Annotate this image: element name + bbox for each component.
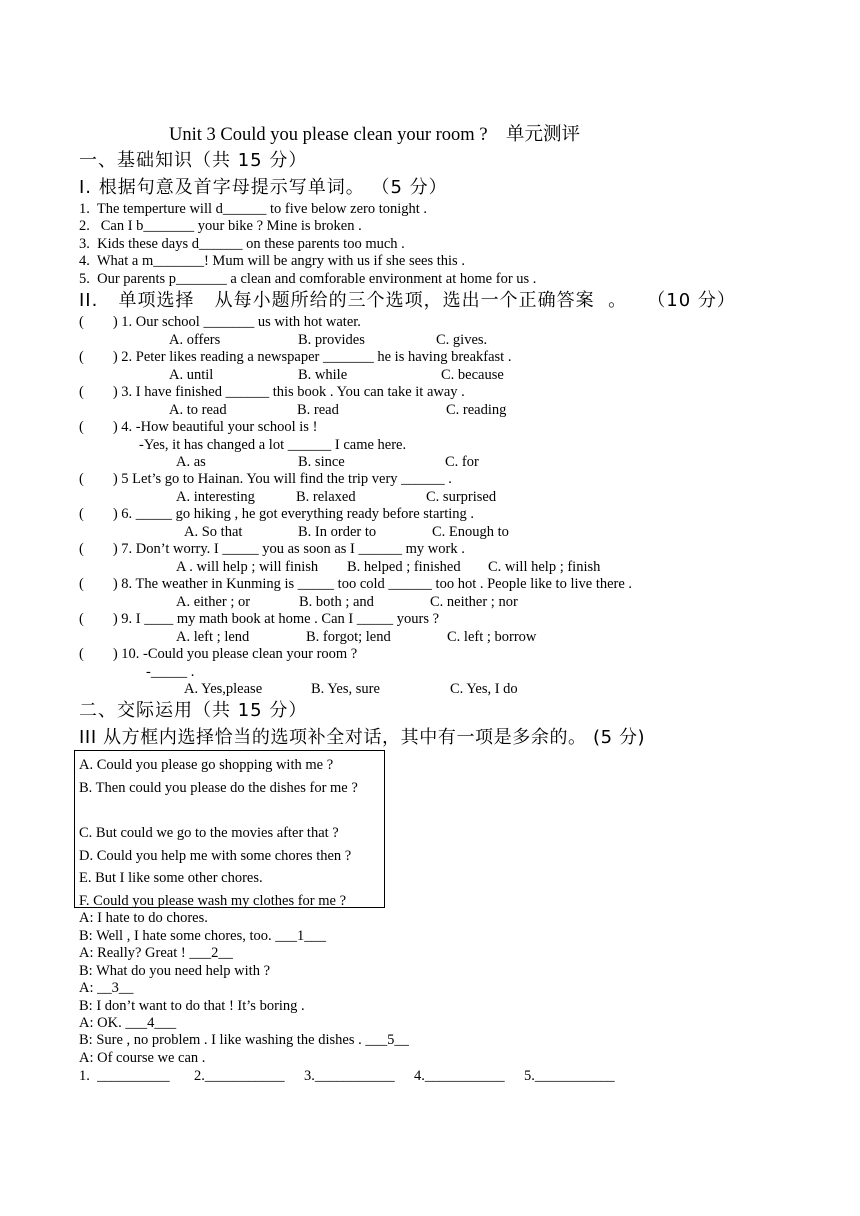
option-a: A. either ; or	[176, 594, 251, 610]
question-stem: ( ) 4. -How beautiful your school is !	[79, 419, 318, 435]
option-c: C. Yes, I do	[450, 681, 518, 697]
option-b: B. forgot; lend	[306, 629, 391, 645]
option-b: B. while	[298, 367, 348, 383]
box-option: F. Could you please wash my clothes for me ?	[79, 893, 347, 909]
option-c: C. will help ; finish	[488, 559, 601, 575]
question-stem: ( ) 7. Don’t worry. I _____ you as soon as I ______ my work .	[79, 541, 465, 557]
question-stem-reply: -_____ .	[146, 664, 195, 680]
option-b: B. read	[297, 402, 339, 418]
option-b: B. since	[298, 454, 345, 470]
dialogue-line: B: I don’t want to do that ! It’s boring .	[79, 998, 305, 1014]
option-c: C. neither ; nor	[430, 594, 518, 610]
question-stem: ( ) 10. -Could you please clean your room ?	[79, 646, 358, 662]
option-b: B. helped ; finished	[347, 559, 461, 575]
option-a: A. left ; lend	[176, 629, 250, 645]
answer-blank-3[interactable]: 3.___________	[304, 1068, 395, 1084]
options-box	[74, 750, 385, 908]
question-stem: ( ) 2. Peter likes reading a newspaper _______ he is having breakfast .	[79, 349, 512, 365]
answer-blank-1[interactable]: 1. __________	[79, 1068, 170, 1084]
dialogue-line: B: Well , I hate some chores, too. ___1___	[79, 928, 327, 944]
option-a: A. to read	[169, 402, 227, 418]
word-item: 2. Can I b_______ your bike ? Mine is broken .	[79, 218, 362, 234]
box-option: E. But I like some other chores.	[79, 870, 263, 886]
section3-heading: III 从方框内选择恰当的选项补全对话，其中有一项是多余的。 (5 分)	[79, 727, 646, 748]
question-stem: ( ) 6. _____ go hiking , he got everything ready before starting .	[79, 506, 475, 522]
part2-heading: 二、交际运用（共 15 分）	[79, 700, 308, 721]
option-c: C. surprised	[426, 489, 497, 505]
dialogue-line: A: OK. ___4___	[79, 1015, 177, 1031]
box-option: B. Then could you please do the dishes for me ?	[79, 780, 358, 796]
option-b: B. relaxed	[296, 489, 356, 505]
dialogue-line: B: Sure , no problem . I like washing the dishes . ___5__	[79, 1032, 409, 1048]
box-option: A. Could you please go shopping with me ?	[79, 757, 334, 773]
option-c: C. Enough to	[432, 524, 509, 540]
box-option: C. But could we go to the movies after that ?	[79, 825, 339, 841]
option-c: C. left ; borrow	[447, 629, 537, 645]
answer-blank-5[interactable]: 5.___________	[524, 1068, 615, 1084]
part1-heading: 一、基础知识（共 15 分）	[79, 150, 308, 171]
option-a: A. Yes,please	[184, 681, 263, 697]
page-title: Unit 3 Could you please clean your room ? 单元测评	[169, 125, 581, 145]
section2-heading: II. 单项选择 从每小题所给的三个选项，选出一个正确答案 。 （10 分）	[79, 290, 736, 311]
option-b: B. provides	[298, 332, 365, 348]
question-stem: ( ) 8. The weather in Kunming is _____ too cold ______ too hot . People like to live there .	[79, 576, 633, 592]
box-option: D. Could you help me with some chores then ?	[79, 848, 352, 864]
option-a: A. offers	[169, 332, 221, 348]
dialogue-line: A: Really? Great ! ___2__	[79, 945, 233, 961]
option-c: C. because	[441, 367, 504, 383]
option-a: A. interesting	[176, 489, 255, 505]
option-a: A. until	[169, 367, 214, 383]
option-c: C. reading	[446, 402, 507, 418]
dialogue-line: B: What do you need help with ?	[79, 963, 271, 979]
option-a: A . will help ; will finish	[176, 559, 319, 575]
dialogue-line: A: __3__	[79, 980, 134, 996]
option-a: A. as	[176, 454, 206, 470]
dialogue-line: A: I hate to do chores.	[79, 910, 208, 926]
answer-blank-2[interactable]: 2.___________	[194, 1068, 285, 1084]
word-item: 1. The temperture will d______ to five below zero tonight .	[79, 201, 428, 217]
question-stem-reply: -Yes, it has changed a lot ______ I came here.	[139, 437, 407, 453]
option-b: B. Yes, sure	[311, 681, 380, 697]
question-stem: ( ) 9. I ____ my math book at home . Can I _____ yours ?	[79, 611, 440, 627]
dialogue-line: A: Of course we can .	[79, 1050, 206, 1066]
question-stem: ( ) 3. I have finished ______ this book . You can take it away .	[79, 384, 465, 400]
answer-blank-4[interactable]: 4.___________	[414, 1068, 505, 1084]
option-a: A. So that	[184, 524, 243, 540]
option-b: B. In order to	[298, 524, 377, 540]
question-stem: ( ) 1. Our school _______ us with hot water.	[79, 314, 361, 330]
question-stem: ( ) 5 Let’s go to Hainan. You will find the trip very ______ .	[79, 471, 452, 487]
option-c: C. for	[445, 454, 479, 470]
section1-heading: I. 根据句意及首字母提示写单词。 （5 分）	[79, 177, 448, 198]
word-item: 3. Kids these days d______ on these parents too much .	[79, 236, 405, 252]
option-c: C. gives.	[436, 332, 488, 348]
word-item: 4. What a m_______! Mum will be angry with us if she sees this .	[79, 253, 465, 269]
option-b: B. both ; and	[299, 594, 374, 610]
word-item: 5. Our parents p_______ a clean and comforable environment at home for us .	[79, 271, 537, 287]
